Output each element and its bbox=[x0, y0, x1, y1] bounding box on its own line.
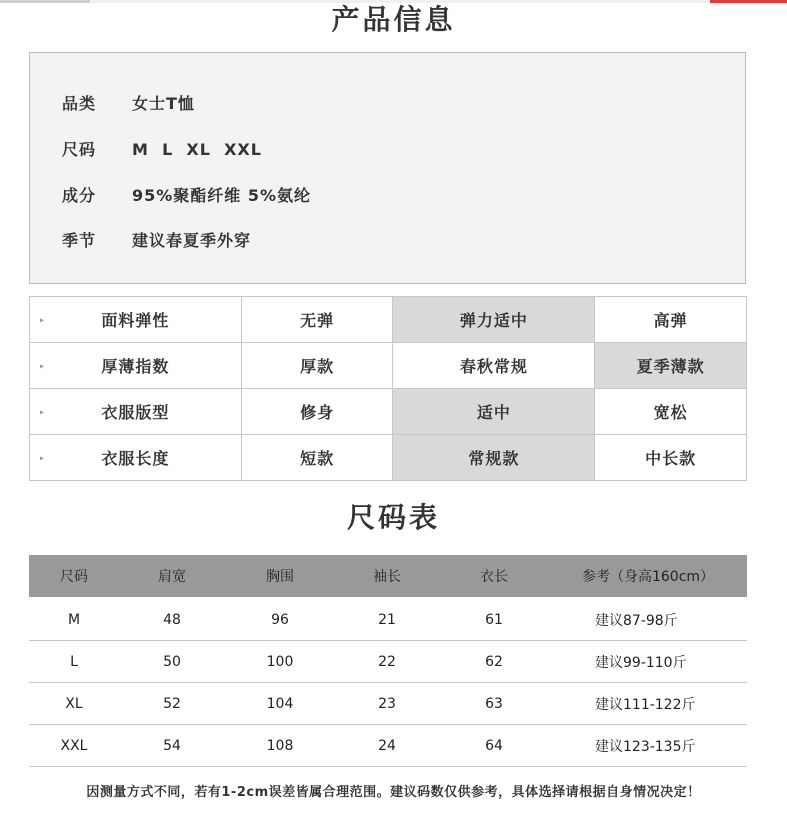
size-header-cell: 尺码 bbox=[29, 555, 119, 598]
bullet-arrow-icon: ▸ bbox=[40, 315, 46, 324]
size-cell: 62 bbox=[439, 641, 549, 683]
attribute-option: 短款 bbox=[241, 435, 393, 481]
size-cell: 50 bbox=[119, 641, 225, 683]
attribute-row bbox=[30, 297, 747, 343]
size-header-row bbox=[29, 555, 747, 598]
size-cell: 建议123-135斤 bbox=[549, 725, 747, 767]
size-cell: XL bbox=[29, 683, 119, 725]
attribute-option: 修身 bbox=[241, 389, 393, 435]
attribute-option: 高弹 bbox=[595, 297, 747, 343]
attribute-table bbox=[29, 296, 747, 481]
size-cell: 建议99-110斤 bbox=[549, 641, 747, 683]
size-cell: 建议87-98斤 bbox=[549, 598, 747, 641]
attribute-label bbox=[30, 343, 242, 389]
info-value: 女士T恤 bbox=[132, 94, 195, 113]
attribute-option: 厚款 bbox=[241, 343, 393, 389]
info-row-material bbox=[62, 183, 311, 206]
size-cell: 52 bbox=[119, 683, 225, 725]
bullet-arrow-icon: ▸ bbox=[40, 407, 46, 416]
size-header-cell: 袖长 bbox=[335, 555, 439, 598]
size-row bbox=[29, 641, 747, 683]
attribute-option: 春秋常规 bbox=[393, 343, 595, 389]
disclaimer-note: 因测量方式不同，若有1-2cm误差皆属合理范围。建议码数仅供参考，具体选择请根据自身情况决定！ bbox=[86, 785, 701, 800]
size-cell: XXL bbox=[29, 725, 119, 767]
product-info-title: 产品信息 bbox=[331, 3, 456, 36]
info-key: 成分 bbox=[62, 186, 97, 205]
attribute-label bbox=[30, 435, 242, 481]
size-cell: 54 bbox=[119, 725, 225, 767]
size-chart-table bbox=[29, 555, 747, 767]
attribute-option: 无弹 bbox=[241, 297, 393, 343]
attribute-label-text: 衣服长度 bbox=[101, 449, 170, 468]
size-row bbox=[29, 598, 747, 641]
info-key: 季节 bbox=[62, 231, 97, 250]
attribute-label bbox=[30, 389, 242, 435]
size-row bbox=[29, 683, 747, 725]
size-cell: 64 bbox=[439, 725, 549, 767]
attribute-row bbox=[30, 389, 747, 435]
size-cell: 23 bbox=[335, 683, 439, 725]
attribute-label bbox=[30, 297, 242, 343]
info-value: M L XL XXL bbox=[132, 140, 262, 159]
size-cell: 61 bbox=[439, 598, 549, 641]
info-value: 95%聚酯纤维 5%氨纶 bbox=[132, 186, 312, 205]
attribute-option: 适中 bbox=[393, 389, 595, 435]
size-header-cell: 肩宽 bbox=[119, 555, 225, 598]
attribute-option: 常规款 bbox=[393, 435, 595, 481]
size-cell: 100 bbox=[225, 641, 335, 683]
attribute-label-text: 面料弹性 bbox=[101, 311, 170, 330]
size-header-cell: 衣长 bbox=[439, 555, 549, 598]
attribute-label-text: 厚薄指数 bbox=[101, 357, 170, 376]
attribute-option: 夏季薄款 bbox=[595, 343, 747, 389]
info-value: 建议春夏季外穿 bbox=[132, 231, 252, 250]
bullet-arrow-icon: ▸ bbox=[40, 361, 46, 370]
info-row-size bbox=[62, 137, 262, 160]
size-cell: 63 bbox=[439, 683, 549, 725]
attribute-option: 中长款 bbox=[595, 435, 747, 481]
attribute-option: 弹力适中 bbox=[393, 297, 595, 343]
size-cell: M bbox=[29, 598, 119, 641]
attribute-row bbox=[30, 343, 747, 389]
size-cell: 建议111-122斤 bbox=[549, 683, 747, 725]
attribute-label-text: 衣服版型 bbox=[101, 403, 170, 422]
bullet-arrow-icon: ▸ bbox=[40, 453, 46, 462]
size-cell: 21 bbox=[335, 598, 439, 641]
size-cell: 22 bbox=[335, 641, 439, 683]
product-info-box bbox=[29, 52, 746, 284]
size-header-cell: 胸围 bbox=[225, 555, 335, 598]
size-header-cell: 参考（身高160cm） bbox=[549, 555, 747, 598]
size-cell: 104 bbox=[225, 683, 335, 725]
info-row-season bbox=[62, 228, 251, 251]
size-row bbox=[29, 725, 747, 767]
size-cell: 108 bbox=[225, 725, 335, 767]
info-key: 尺码 bbox=[62, 140, 97, 159]
info-key: 品类 bbox=[62, 94, 97, 113]
size-cell: L bbox=[29, 641, 119, 683]
info-row-category bbox=[62, 91, 195, 114]
attribute-row bbox=[30, 435, 747, 481]
size-cell: 48 bbox=[119, 598, 225, 641]
attribute-option: 宽松 bbox=[595, 389, 747, 435]
size-chart-title: 尺码表 bbox=[346, 501, 440, 534]
size-cell: 24 bbox=[335, 725, 439, 767]
size-cell: 96 bbox=[225, 598, 335, 641]
